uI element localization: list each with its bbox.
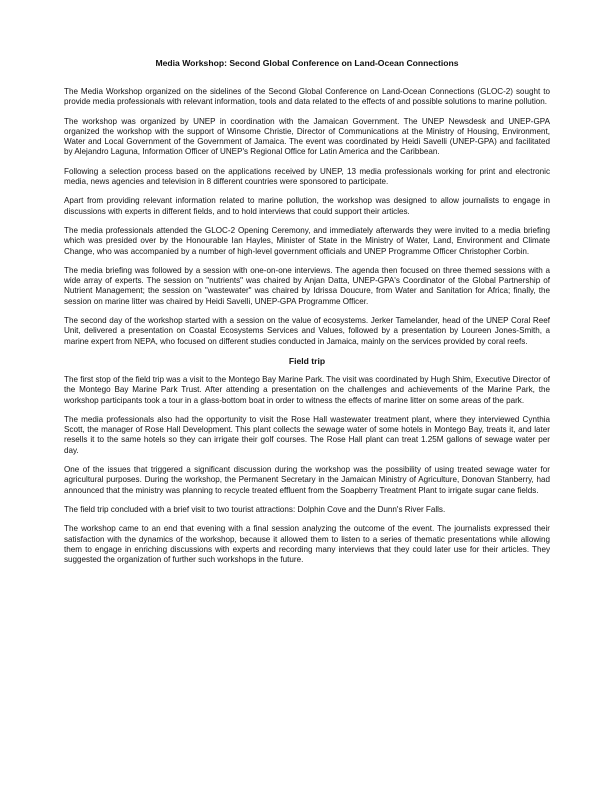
conclusion-paragraph: The workshop came to an end that evening with a final session analyzing the outcome of the event. The journalists expressed their satisfaction with the dynamics of the workshop, because it allowed them to listen to a series of thematic presentations while allowing them to engage in enriching discussions with experts and recording many interviews that they could later use for their articles. They suggested the organization of further such workshops in the future. [64,524,550,565]
field-trip-heading: Field trip [288,355,326,366]
purpose-paragraph: Apart from providing relevant information related to marine pollution, the workshop was designed to allow journalists to engage in discussions with experts in different fields, and to hold interviews that could support their articles. [64,196,550,216]
document-title: Media Workshop: Second Global Conference on Land-Ocean Connections [155,58,459,68]
document-page [64,58,550,574]
agriculture-paragraph: One of the issues that triggered a significant discussion during the workshop was the possibility of using treated sewage water for agricultural purposes. During the workshop, the Permanent Secretary in the Jamaican Ministry of Agriculture, Donovan Stanberry, had announced that the ministry was planning to recycle treated effluent from the Soapberry Treatment Plant to irrigate sugar cane fields. [64,465,550,495]
marine-park-paragraph: The first stop of the field trip was a visit to the Montego Bay Marine Park. The visit was coordinated by Hugh Shim, Executive Director of the Montego Bay Marine Park Trust. After attending a presentation on the challenges and achievements of the Marine Park, the workshop participants took a tour in a glass-bottom boat in order to witness the effects of marine litter on some areas of the park. [64,374,550,405]
opening-ceremony-paragraph: The media professionals attended the GLOC-2 Opening Ceremony, and immediately afterwards they were invited to a media briefing which was presided over by the Honourable Ian Hayles, Minister of State in the Ministry of Water, Land, Environment and Climate Change, who was accompanied by a number of high-level government officials and UNEP Programme Officer Christopher Corbin. [64,225,550,256]
rose-hall-paragraph: The media professionals also had the opportunity to visit the Rose Hall wastewater treatment plant, where they interviewed Cynthia Scott, the manager of Rose Hall Development. This plant collects the sewage water of some hotels in Montego Bay, treats it, and later resells it to the same hotels so they can irrigate their golf courses. The Rose Hall plant can treat 1.25M gallons of sewage water per day. [64,414,550,455]
organizers-paragraph: The workshop was organized by UNEP in coordination with the Jamaican Government. The UNEP Newsdesk and UNEP-GPA organized the workshop with the support of Winsome Christie, Director of Communications at the Ministry of Housing, Environment, Water and Local Government of the Government of Jamaica. The event was coordinated by Heidi Savelli (UNEP-GPA) and facilitated by Alejandro Laguna, Information Officer of UNEP's Regional Office for Latin America and the Caribbean. [64,116,550,157]
second-day-paragraph: The second day of the workshop started with a session on the value of ecosystems. Jerker Tamelander, head of the UNEP Coral Reef Unit, delivered a presentation on Coastal Ecosystems Services and Values, followed by a presentation by Loureen Jones-Smith, a marine expert from NEPA, who focused on different studies conducted in Jamaica, mainly on the services provided by coral reefs. [64,316,550,346]
selection-paragraph: Following a selection process based on the applications received by UNEP, 13 media professionals working for print and electronic media, news agencies and television in 8 different countries were sponsored to participate. [64,166,550,187]
intro-paragraph: The Media Workshop organized on the sidelines of the Second Global Conference on Land-Ocean Connections (GLOC-2) sought to provide media professionals with relevant information, tools and data related to the effects of and possible solutions to marine pollution. [64,87,550,107]
tourist-attractions-paragraph: The field trip concluded with a brief visit to two tourist attractions: Dolphin Cove and the Dunn's River Falls. [64,504,446,514]
sessions-paragraph: The media briefing was followed by a session with one-on-one interviews. The agenda then focused on three themed sessions with a wide array of experts. The session on "nutrients" was chaired by Anjan Datta, UNEP-GPA's Coordinator of the Global Partnership of Nutrient Management; the session on "wastewater" was chaired by Idrissa Doucure, from Water and Sanitation for Africa; finally, the session on marine litter was chaired by Heidi Savelli, UNEP-GPA Programme Officer. [64,265,550,306]
